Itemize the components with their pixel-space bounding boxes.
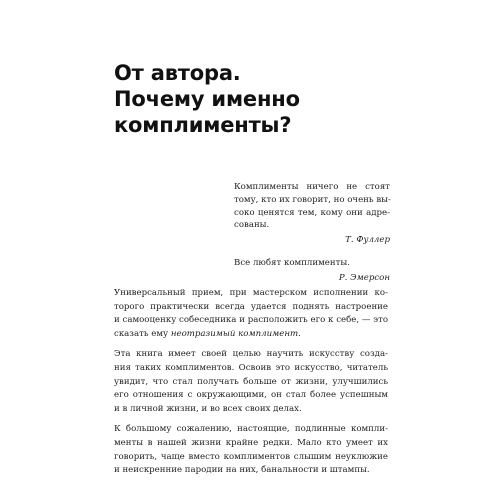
text-line: и неискренние пародии на них, банальности и штампы.: [114, 465, 370, 476]
epigraph-line: сованы.: [234, 220, 270, 231]
epigraph-line: Комплименты ничего не стоят: [234, 182, 390, 192]
text-line: говорить, чаще вместо комплиментов слышим неуклюжие: [114, 451, 388, 462]
text-line: его отношения с окружающими, он стал более успешным: [114, 390, 388, 401]
text-line: ния таких комплиментов. Освоив это искусство, читатель: [114, 362, 388, 373]
text-line: и в личной жизни, и во всех своих делах.: [114, 403, 302, 414]
chapter-title-line: Почему именно: [114, 87, 300, 111]
chapter-title-line: комплименты?: [114, 113, 292, 137]
text-fragment: сказать ему: [114, 328, 171, 339]
text-line: [114, 328, 388, 342]
chapter-title: [114, 60, 414, 138]
epigraph-author: Р. Эмерсон: [338, 272, 390, 283]
epigraph-line: тому, кто их говорит, но очень вы-: [234, 194, 391, 205]
paragraph: [114, 287, 388, 341]
chapter-title-line: От автора.: [114, 61, 241, 85]
paragraph: [114, 423, 388, 477]
epigraph-emerson: [234, 257, 390, 285]
epigraph-fuller: [234, 181, 390, 247]
text-line: менты в нашей жизни крайне редки. Мало кто умеет их: [114, 437, 388, 448]
epigraph-line: соко ценятся тем, кому они адре-: [234, 207, 390, 218]
paragraph: [114, 348, 388, 416]
text-fragment: .: [298, 328, 301, 339]
text-line: К большому сожалению, настоящие, подлинные компли-: [114, 424, 388, 435]
text-line: Универсальный прием, при мастерском исполнении ко-: [114, 288, 388, 298]
emphasized-phrase: неотразимый комплимент: [170, 328, 299, 339]
epigraph-author: Т. Фуллер: [345, 235, 390, 246]
text-line: и самооценку собеседника и расположить его к себе, — это: [114, 315, 388, 326]
text-line: торого практически всегда удается поднять настроение: [114, 301, 388, 312]
text-line: увидит, что стал получать больше от жизни, улучшились: [114, 376, 388, 387]
epigraph-text: [234, 181, 390, 232]
epigraph-line: Все любят комплименты.: [234, 257, 350, 268]
body-text: [114, 287, 388, 485]
epigraph-text: [234, 257, 390, 270]
text-line: Эта книга имеет своей целью научить искусству созда-: [114, 349, 388, 360]
epigraphs: [234, 181, 390, 285]
